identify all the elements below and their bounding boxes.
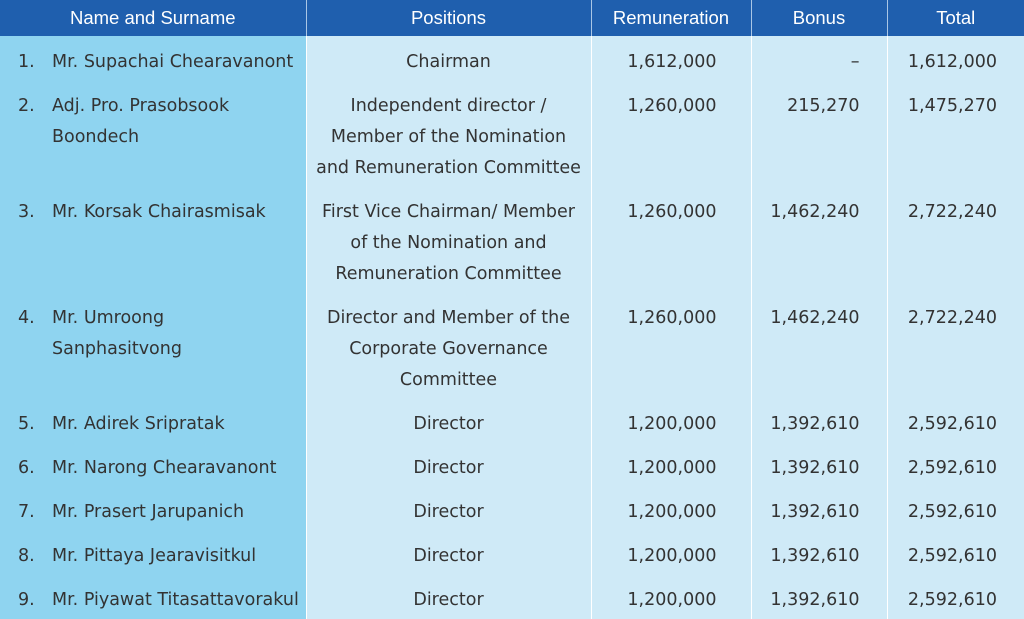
bonus-cell: 1,392,610	[751, 487, 887, 531]
total-cell: 2,722,240	[887, 187, 1024, 293]
position-cell: Independent director / Member of the Nomination and Remuneration Committee	[306, 81, 591, 187]
remuneration-cell: 1,200,000	[591, 443, 751, 487]
row-number: 2.	[18, 96, 35, 116]
position-cell: Director	[306, 443, 591, 487]
person-name: Mr. Adirek Sripratak	[52, 414, 225, 434]
name-cell	[0, 81, 306, 187]
position-cell: Director	[306, 531, 591, 575]
row-number: 8.	[18, 546, 35, 566]
name-cell	[0, 187, 306, 293]
person-name: Mr. Supachai Chearavanont	[52, 52, 294, 72]
name-cell	[0, 443, 306, 487]
row-number: 3.	[18, 202, 35, 222]
row-number: 6.	[18, 458, 35, 478]
table-row	[0, 399, 1024, 443]
row-number: 4.	[18, 308, 35, 328]
position-cell: Director	[306, 575, 591, 619]
position-cell: Director and Member of the Corporate Governance Committee	[306, 293, 591, 399]
header-positions: Positions	[306, 0, 591, 36]
position-cell: First Vice Chairman/ Member of the Nomination and Remuneration Committee	[306, 187, 591, 293]
header-remuneration: Remuneration	[591, 0, 751, 36]
position-cell: Director	[306, 487, 591, 531]
total-cell: 1,612,000	[887, 36, 1024, 81]
row-number: 7.	[18, 502, 35, 522]
header-total: Total	[887, 0, 1024, 36]
person-name: Mr. Pittaya Jearavisitkul	[52, 546, 257, 566]
header-row	[0, 0, 1024, 36]
bonus-cell: 1,392,610	[751, 399, 887, 443]
row-number: 9.	[18, 590, 35, 610]
person-name: Mr. Korsak Chairasmisak	[52, 202, 266, 222]
total-cell: 2,592,610	[887, 443, 1024, 487]
remuneration-cell: 1,612,000	[591, 36, 751, 81]
bonus-cell: 1,392,610	[751, 531, 887, 575]
remuneration-cell: 1,260,000	[591, 81, 751, 187]
total-cell: 2,592,610	[887, 487, 1024, 531]
position-cell: Director	[306, 399, 591, 443]
person-name: Mr. Piyawat Titasattavorakul	[52, 590, 299, 610]
name-cell	[0, 487, 306, 531]
table-row	[0, 487, 1024, 531]
person-name: Mr. Prasert Jarupanich	[52, 502, 245, 522]
remuneration-cell: 1,200,000	[591, 531, 751, 575]
total-cell: 2,592,610	[887, 531, 1024, 575]
bonus-cell: –	[751, 36, 887, 81]
bonus-cell: 215,270	[751, 81, 887, 187]
bonus-cell: 1,462,240	[751, 293, 887, 399]
name-cell	[0, 575, 306, 619]
remuneration-cell: 1,260,000	[591, 293, 751, 399]
table-row	[0, 575, 1024, 619]
table-row	[0, 531, 1024, 575]
header-name: Name and Surname	[0, 0, 306, 36]
row-number: 5.	[18, 414, 35, 434]
table-row	[0, 443, 1024, 487]
bonus-cell: 1,392,610	[751, 575, 887, 619]
position-cell: Chairman	[306, 36, 591, 81]
name-cell	[0, 36, 306, 81]
bonus-cell: 1,462,240	[751, 187, 887, 293]
table-row	[0, 36, 1024, 81]
name-cell	[0, 399, 306, 443]
remuneration-cell: 1,260,000	[591, 187, 751, 293]
total-cell: 2,592,610	[887, 575, 1024, 619]
person-name: Mr. Umroong Sanphasitvong	[52, 308, 182, 359]
table-row	[0, 293, 1024, 399]
remuneration-cell: 1,200,000	[591, 575, 751, 619]
header-bonus: Bonus	[751, 0, 887, 36]
table-row	[0, 81, 1024, 187]
person-name: Mr. Narong Chearavanont	[52, 458, 277, 478]
total-cell: 2,722,240	[887, 293, 1024, 399]
total-cell: 1,475,270	[887, 81, 1024, 187]
remuneration-cell: 1,200,000	[591, 487, 751, 531]
name-cell	[0, 531, 306, 575]
bonus-cell: 1,392,610	[751, 443, 887, 487]
name-cell	[0, 293, 306, 399]
row-number: 1.	[18, 52, 35, 72]
total-cell: 2,592,610	[887, 399, 1024, 443]
person-name: Adj. Pro. Prasobsook Boondech	[52, 96, 230, 147]
table-row	[0, 187, 1024, 293]
remuneration-cell: 1,200,000	[591, 399, 751, 443]
